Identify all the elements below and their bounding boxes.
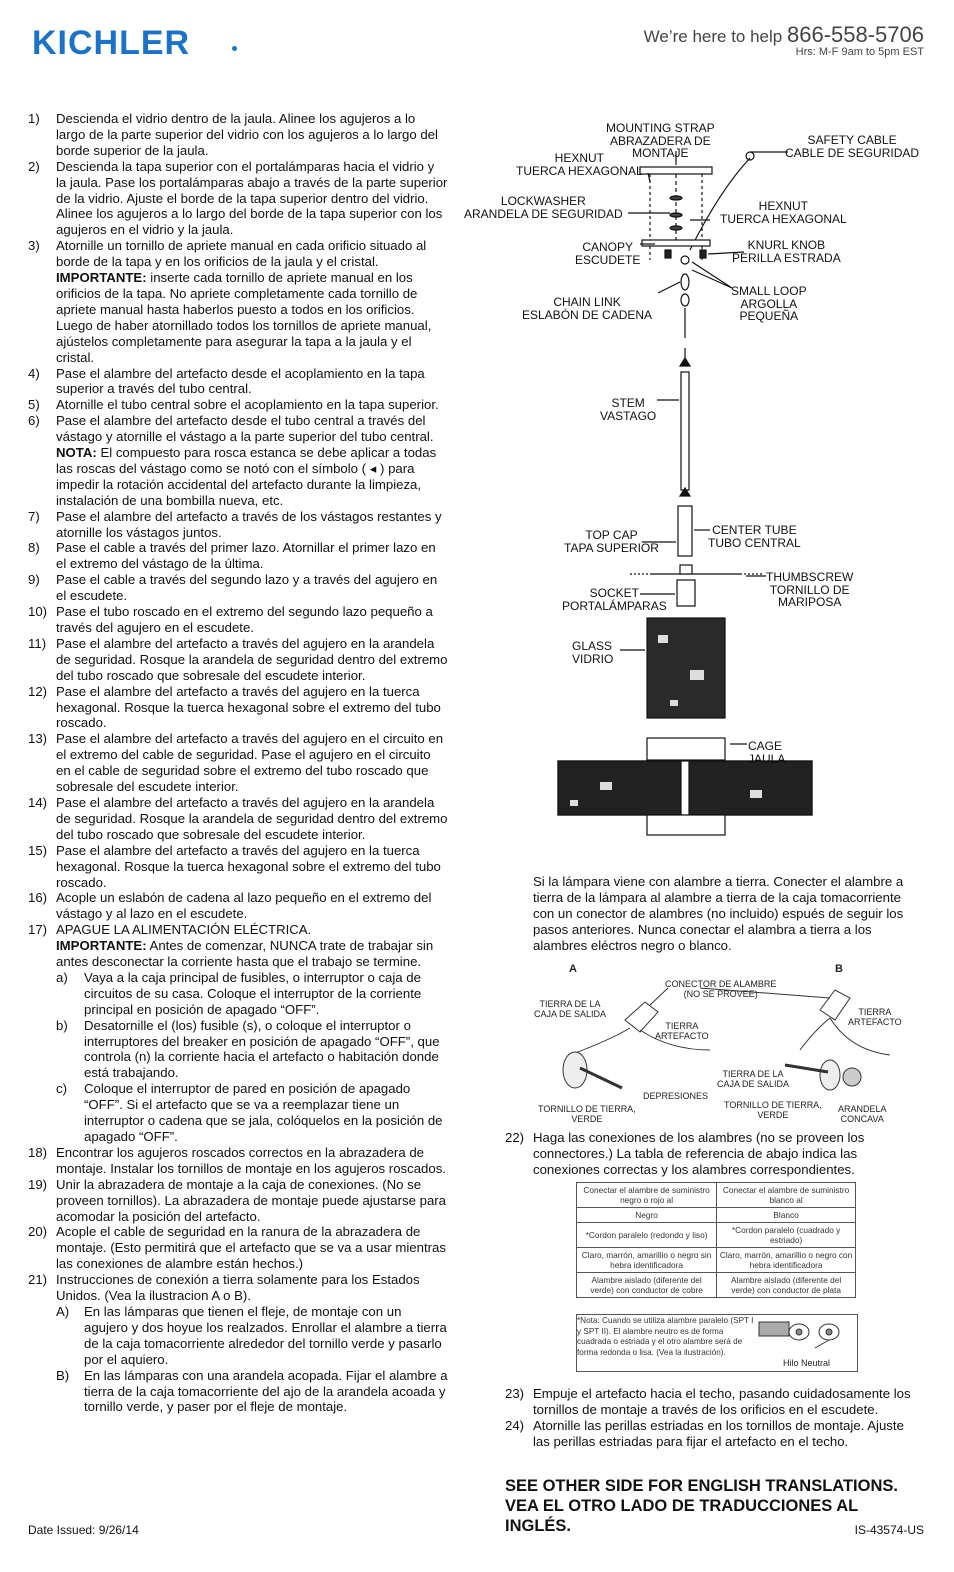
label-text: CAJA DE SALIDA (534, 1009, 607, 1019)
label-text: TUERCA HEXAGONAL (720, 211, 847, 226)
substep (28, 970, 448, 1018)
step-number: 13) (28, 731, 48, 747)
step-number: b) (56, 1017, 68, 1033)
label-text: PEQUEÑA (739, 309, 799, 323)
step (28, 684, 448, 732)
step-text: Acople el cable de seguridad en la ranura de la abrazadera de montaje. (Esto permitirá que el artefacto que se va a usar mientras las conexiones de alambre están hechos.) (56, 1224, 446, 1272)
phone-number[interactable]: 866-558-5706 (786, 22, 924, 47)
label-text: ABRAZADERA DE (609, 133, 711, 148)
step (28, 1224, 448, 1272)
step-number: 10) (28, 604, 48, 620)
label-text: (NO SE PROVEE) (683, 989, 758, 999)
step (28, 572, 448, 604)
label-cage (748, 740, 785, 765)
label-text: GLASS (572, 639, 613, 653)
help-text: We’re here to help (643, 27, 783, 46)
document-code: IS-43574-US (854, 1523, 924, 1537)
step-text-block (56, 604, 448, 636)
label-text: TUBO CENTRAL (708, 535, 801, 550)
step-text-block (56, 572, 448, 604)
table-cell: *Cordon paralelo (cuadrado y estriado) (717, 1223, 856, 1248)
table-cell: Alambre aislado (diferente del verde) con conductor de plata (717, 1273, 856, 1298)
label-knurl-knob (732, 239, 841, 264)
step-number: 23) (505, 1386, 525, 1401)
step-text-block (56, 922, 448, 970)
kichler-logo: KICHLER (32, 24, 191, 62)
label-small-loop (731, 285, 807, 323)
step-text-block (56, 159, 448, 239)
step-text: Pase el cable a través del segundo lazo y a través del agujero en el escudete. (56, 572, 438, 604)
table-note: *Nota: Cuando se utiliza alambre paralelo (SPT I y SPT II). El alambre neutro es de forma cuadrada o estriada y el otro alambre será de forma redonda o lisa. (Vea la ilustración). (577, 1316, 754, 1357)
wire-reference-table (576, 1182, 856, 1298)
label-text: TIERRA DE LA (722, 1069, 784, 1079)
step-text-block (84, 1368, 448, 1416)
label-lockwasher (464, 195, 623, 220)
step-text: inserte cada tornillo de apriete manual en los orificios de la tapa. No apriete completamente cada tornillo de apriete manual hasta haberlos puesto a todos en los orificios. Luego de haber atornillado todos los tornillos de apriete manual, ajústelos completamente para asegurar la tapa a la jaula y el cristal. (56, 270, 432, 365)
table-cell: Alambre aislado (diferente del verde) con conductor de cobre (577, 1273, 717, 1298)
step-text-block (56, 509, 448, 541)
step (505, 1386, 923, 1418)
label-text: MARIPOSA (777, 595, 842, 609)
label-text: VASTAGO (600, 408, 657, 423)
step (28, 1272, 448, 1304)
step-text-block (56, 890, 448, 922)
label-safety-cable (785, 134, 919, 159)
step-number: 22) (505, 1130, 525, 1145)
table-row (577, 1208, 856, 1223)
label-text: LOCKWASHER (500, 194, 586, 208)
step-text: En las lámparas con una arandela acopada. Fijar el alambre a tierra de la caja tomacorriente del ajo de la arandela acoada y tornillo verde, y paser por el fleje de montaje. (84, 1367, 448, 1415)
step-number: 1) (28, 111, 40, 126)
label-text: CABLE DE SEGURIDAD (785, 145, 920, 160)
label-tornillo-a (538, 1104, 636, 1124)
label-text: HEXNUT (758, 199, 809, 213)
step-text: Pase el alambre del artefacto a través de los vástagos restantes y atornille los vástagos juntos. (56, 508, 442, 540)
step-number: 17) (28, 922, 48, 938)
label-text: CAGE (748, 739, 783, 753)
step-number: 15) (28, 842, 48, 858)
step-text: Pase el alambre del artefacto a través del agujero en el circuito en el extremo del cable de seguridad. Pase el agujero en el circuito en el cable de seguridad sobre el extremo del tubo roscado que sobresale del escudete interior. (56, 731, 444, 795)
label-text: ESLABÓN DE CADENA (522, 307, 653, 322)
label-text: TUERCA HEXAGONAL (516, 163, 643, 178)
step-number: 2) (28, 158, 40, 174)
step-text: Pase el alambre del artefacto desde el acoplamiento en la tapa superior a través del tubo central. (56, 365, 425, 397)
label-text: THUMBSCREW (766, 570, 854, 584)
table-cell: Claro, marrón, amarillio o negro sin hebra identificadora (577, 1248, 717, 1273)
step-text-block (56, 843, 448, 891)
step (28, 397, 448, 413)
step (28, 413, 448, 508)
label-text: CAJA DE SALIDA (717, 1079, 790, 1089)
table-header-cell: Conectar el alambre de suministro blanco al (717, 1183, 856, 1208)
label-text: TAPA SUPERIOR (564, 540, 659, 555)
table-header-cell: Conectar el alambre de suministro negro o rojo al (577, 1183, 717, 1208)
label-text: PORTALÁMPARAS (562, 598, 667, 613)
step (28, 540, 448, 572)
label-text: VERDE (571, 1114, 603, 1124)
step-number: 19) (28, 1176, 48, 1192)
step-text: Atornille las perillas estriadas en los tornillos de montaje. Ajuste las perillas estriadas para fijar el artefacto en el techo. (533, 1417, 904, 1449)
step-text-block (56, 1145, 448, 1177)
step-text: Pase el alambre del artefacto a través del agujero en la tuerca hexagonal. Rosque la tuerca hexagonal sobre el extremo del tubo roscado. (56, 842, 441, 890)
step (28, 238, 448, 365)
notice-spanish: VEA EL OTRO LADO DE TRADUCCIONES AL INGLÉS. (505, 1497, 858, 1535)
step-text: Antes de comenzar, NUNCA trate de trabajar sin antes desconectar la corriente hasta que el trabajo se termine. (56, 938, 434, 970)
label-text: ESCUDETE (575, 252, 641, 267)
step (28, 1145, 448, 1177)
label-text: HEXNUT (554, 151, 605, 165)
table-cell: *Cordon paralelo (redondo y liso) (577, 1223, 717, 1248)
help-line (644, 22, 924, 48)
step-22 (505, 1130, 923, 1178)
step-text: Unir la abrazadera de montaje a la caja de conexiones. (No se proveen tornillos). La abrazadera de montaje puede ajustarse para acomodar la posición del artefacto. (56, 1176, 447, 1224)
label-conector (665, 979, 776, 999)
step-text: Desatornille el (los) fusible (s), o coloque el interruptor o interruptores del breaker en posición de apagado “OFF”, que controla (n) la corriente hacia el artefacto o habitación donde está trabajando. (84, 1017, 440, 1081)
step-text-block (56, 1224, 448, 1272)
step-number: 5) (28, 397, 40, 413)
label-text: SOCKET (589, 586, 640, 600)
step-text-block (56, 238, 448, 365)
label-text: TOP CAP (585, 528, 638, 542)
step-text: Pase el tubo roscado en el extremo del segundo lazo pequeño a través del agujero en el escudete. (56, 604, 433, 635)
step-text-block (56, 1272, 448, 1304)
step-text: Pase el alambre del artefacto desde el tubo central a través del vástago y atornille el vástago a la parte superior del tubo central. (56, 413, 434, 445)
step-number: 24) (505, 1417, 525, 1433)
step-text-block (56, 540, 448, 572)
step-text-block (533, 1418, 923, 1450)
step-text: Acople un eslabón de cadena al lazo pequeño en el extremo del vástago y al lazo en el escudete. (56, 890, 432, 922)
label-text: CENTER TUBE (712, 523, 797, 537)
fig-b-label: B (835, 963, 843, 975)
label-text: VERDE (757, 1110, 789, 1120)
step-text-block (533, 1386, 923, 1418)
step-text-block (56, 731, 448, 795)
logo-registered-mark (232, 46, 237, 51)
label-text: VIDRIO (572, 651, 614, 666)
step-text: Atornille el tubo central sobre el acoplamiento en la tapa superior. (56, 397, 439, 413)
step (28, 159, 448, 239)
fig-a-label: A (569, 963, 577, 975)
step-number: 20) (28, 1224, 48, 1240)
step-text-block (56, 636, 448, 684)
step (28, 890, 448, 922)
label-tierra-caja-b (717, 1069, 789, 1089)
label-text: CHAIN LINK (553, 295, 621, 309)
step (28, 843, 448, 891)
step-text: Encontrar los agujeros roscados correctos en la abrazadera de montaje. Instalar los tornillos de montaje en los agujeros roscados. (56, 1144, 446, 1176)
step (505, 1418, 923, 1450)
step (28, 111, 448, 159)
label-text: CANOPY (582, 240, 634, 254)
label-glass (572, 640, 613, 665)
step-text-block (84, 1018, 448, 1082)
hilo-neutral-label: Hilo Neutral (783, 1358, 831, 1368)
table-row (577, 1223, 856, 1248)
step (28, 1177, 448, 1225)
step-text-block (56, 795, 448, 843)
substep (28, 1368, 448, 1416)
help-contact (644, 22, 924, 58)
substep (28, 1081, 448, 1145)
step-text: Pase el cable a través del primer lazo. Atornillar el primer lazo en el extremo del vástago de la última. (56, 540, 436, 572)
table-row (577, 1273, 856, 1298)
label-text: TIERRA (858, 1007, 892, 1017)
label-canopy (575, 241, 640, 266)
step-text-block (56, 1177, 448, 1225)
label-text: TORNILLO DE TIERRA, (724, 1100, 822, 1110)
label-hexnut-lower (720, 200, 847, 225)
label-tierra-artefacto-b (848, 1007, 902, 1027)
step-emphasis: IMPORTANTE: (56, 938, 147, 954)
label-thumbscrew (766, 571, 853, 609)
ground-instructions: Si la lámpara viene con alambre a tierra. Conecter el alambre a tierra de la lámpara al alambre a tierra de la caja tomacorriente con un conector de alambres (no incluido) espués de seguir los pasos anteriores. Nunca conectar el alambra a tierra a los alambres eléctros negro o blanco. (533, 874, 904, 953)
label-stem (600, 397, 656, 422)
label-text: KNURL KNOB (747, 238, 826, 252)
step (28, 922, 448, 970)
step (28, 795, 448, 843)
label-text: STEM (611, 396, 645, 410)
step (28, 731, 448, 795)
label-arandela (838, 1104, 887, 1124)
step-text: Descienda la tapa superior con el portalámparas hacia el vidrio y la jaula. Pase los portalámparas abajo a través de la parte superior de la vidrio. Ajuste el borde de la tapa superior dentro del vidrio. Alinee los agujeros a lo largo del borde de la tapa superior con los agujeros en el vidrio y la jaula. (56, 158, 448, 238)
step-number: 7) (28, 508, 40, 524)
label-text: JAULA (748, 751, 786, 766)
label-text: TIERRA (665, 1021, 699, 1031)
step-number: 12) (28, 683, 48, 699)
step-text: Vaya a la caja principal de fusibles, o interruptor o caja de circuitos de su casa. Coloque el interruptor de la corriente principal en posición de apagado “OFF”. (84, 969, 422, 1017)
table-row (577, 1248, 856, 1273)
notice-english: SEE OTHER SIDE FOR ENGLISH TRANSLATIONS. (505, 1477, 898, 1495)
step-text: Haga las conexiones de los alambres (no se proveen los connectores.) La tabla de referencia de abajo indica las conexiones correctas y los alambres correspondientes. (533, 1130, 865, 1177)
label-text: MONTAJE (632, 146, 689, 160)
label-text: ARANDELA (838, 1104, 887, 1114)
date-issued: Date Issued: 9/26/14 (28, 1523, 139, 1537)
step-text: Instrucciones de conexión a tierra solamente para los Estados Unidos. (Vea la ilustracion A o B). (56, 1272, 420, 1304)
label-chain-link (522, 296, 652, 321)
step-text-block (84, 970, 448, 1018)
step-text: En las lámparas que tienen el fleje, de montaje con un agujero y dos hoyue los realzados. Enrollar el alambre a tierra de la caja tomacorriente alrededor del tornillo verde y pasarlo por el aquiero. (84, 1303, 447, 1367)
label-text: SMALL LOOP (731, 284, 807, 298)
step (28, 366, 448, 398)
step-number: a) (56, 969, 68, 985)
label-center-tube (708, 524, 801, 549)
label-text: ARGOLLA (740, 296, 798, 311)
table-cell: Blanco (717, 1208, 856, 1223)
table-cell: Claro, marrón, amarillio o negro con hebra identificadora (717, 1248, 856, 1273)
step-emphasis: NOTA: (56, 445, 97, 461)
label-text: ARTEFACTO (655, 1031, 709, 1041)
label-tierra-artefacto-a (655, 1021, 709, 1041)
parallel-wire-illustration (755, 1318, 853, 1360)
step-text-block (56, 111, 448, 159)
step-text: El compuesto para rosca estanca se debe aplicar a todas las roscas del vástago como se notó con el símbolo ( ◂ ) para impedir la rotación accidental del artefacto durante la limpieza, instalación de una bombilla nueva, etc. (56, 445, 437, 508)
label-socket (562, 587, 667, 612)
step-number: B) (56, 1367, 70, 1383)
step-text: Pase el alambre del artefacto a través del agujero en la arandela de seguridad. Rosque la arandela de seguridad dentro del extremo del tubo roscado que sobresale del escudete interior. (56, 794, 448, 842)
label-top-cap (564, 529, 659, 554)
instruction-steps (28, 111, 448, 1415)
step-number: A) (56, 1303, 70, 1319)
step (28, 604, 448, 636)
step-number: 8) (28, 540, 40, 556)
step (28, 509, 448, 541)
label-text: SAFETY CABLE (807, 133, 897, 147)
step-text-block (56, 366, 448, 398)
label-text: CONECTOR DE ALAMBRE (665, 979, 777, 989)
label-text: MOUNTING STRAP (606, 121, 715, 135)
step-number: 3) (28, 238, 40, 254)
steps-23-24 (505, 1386, 923, 1450)
step-text-block (56, 397, 448, 413)
step-text: APAGUE LA ALIMENTACIÓN ELÉCTRICA. (56, 922, 312, 938)
step-number: 16) (28, 890, 48, 906)
table-row (577, 1183, 856, 1208)
step-number: 18) (28, 1144, 48, 1160)
step-number: 9) (28, 572, 40, 588)
step-number: 11) (28, 635, 47, 651)
step-number: 6) (28, 413, 40, 429)
step-text-block (84, 1081, 448, 1145)
label-text: ARANDELA DE SEGURIDAD (464, 206, 623, 221)
step-text: Empuje el artefacto hacia el techo, pasando cuidadosamente los tornillos de montaje a través de los orificios en el escudete. (533, 1386, 911, 1417)
step-text: Coloque el interruptor de pared en posición de apagado “OFF”. Si el artefacto que se va a reemplazar tiene un interruptor o cadena que se jala, colóquelos en la posición de apagado “OFF”. (84, 1081, 443, 1144)
step-text-block (56, 413, 448, 508)
step-text: Pase el alambre del artefacto a través del agujero en la arandela de seguridad. Rosque la arandela de seguridad dentro del extremo del tubo roscado que sobresale del escudete interior. (56, 635, 448, 683)
label-depresiones: DEPRESIONES (643, 1091, 709, 1101)
label-text: PERILLA ESTRADA (732, 250, 841, 265)
step-text-block (84, 1304, 448, 1368)
step-text: Descienda el vidrio dentro de la jaula. Alinee los agujeros a lo largo de la parte superior del vidrio con los agujeros a lo largo del borde superior de la jaula. (56, 111, 438, 158)
step-number: 4) (28, 365, 40, 381)
substep (28, 1304, 448, 1368)
hours-text: Hrs: M-F 9am to 5pm EST (795, 46, 924, 58)
label-text: ARTEFACTO (848, 1017, 902, 1027)
label-text: CONCAVA (840, 1114, 884, 1124)
step-number: 21) (28, 1272, 48, 1288)
label-tornillo-b (724, 1100, 822, 1120)
label-hexnut-top (516, 152, 643, 177)
label-text: TIERRA DE LA (539, 999, 601, 1009)
table-cell: Negro (577, 1208, 717, 1223)
step-text: Pase el alambre del artefacto a través del agujero en la tuerca hexagonal. Rosque la tuerca hexagonal sobre el extremo del tubo roscado. (56, 683, 441, 731)
step (505, 1130, 923, 1178)
step-text: Atornille un tornillo de apriete manual en cada orificio situado al borde de la tapa y en los orificios de la jaula y el cristal. (56, 238, 427, 270)
substep (28, 1018, 448, 1082)
label-tierra-caja-a (534, 999, 606, 1019)
step-emphasis: IMPORTANTE: (56, 270, 147, 286)
label-text: TORNILLO DE (769, 582, 850, 597)
step-number: c) (56, 1081, 67, 1097)
step-text-block (56, 684, 448, 732)
step (28, 636, 448, 684)
label-text: TORNILLO DE TIERRA, (538, 1104, 636, 1114)
step-number: 14) (28, 794, 48, 810)
